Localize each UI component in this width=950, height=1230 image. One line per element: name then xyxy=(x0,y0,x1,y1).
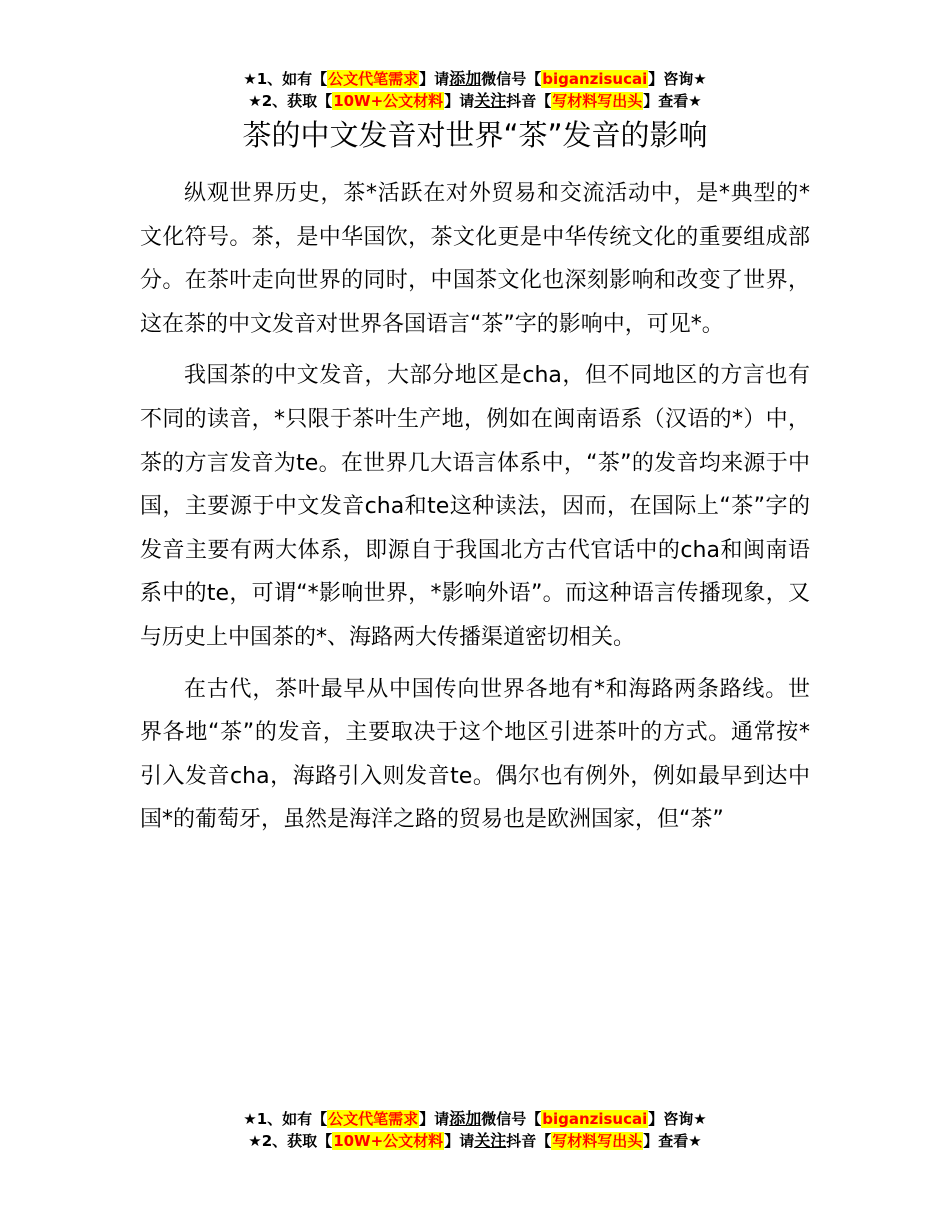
promo-highlight-materials: 10W+公文材料 xyxy=(333,92,444,110)
promo-highlight-douyin-account: 写材料写出头 xyxy=(552,1132,643,1150)
promo-text: 微信号【 xyxy=(481,70,542,88)
header-promo-banner xyxy=(0,68,950,112)
body-paragraph: 在古代，茶叶最早从中国传向世界各地有*和海路两条路线。世界各地“茶”的发音，主要取决于这个地区引进茶叶的方式。通常按*引入发音cha，海路引入则发音te。偶尔也有例外，例如最早到达中国*的葡萄牙，虽然是海洋之路的贸易也是欧洲国家，但“茶” xyxy=(140,676,810,833)
promo-text: 抖音【 xyxy=(506,1132,552,1150)
promo-highlight-wechat-id: biganzisucai xyxy=(542,1110,648,1128)
promo-text: ★2、获取【 xyxy=(248,1132,333,1150)
promo-highlight-service: 公文代笔需求 xyxy=(328,1110,419,1128)
promo-text: 微信号【 xyxy=(481,1110,542,1128)
promo-text: ★1、如有【 xyxy=(243,70,328,88)
promo-text: 】查看★ xyxy=(643,92,702,110)
promo-text: 抖音【 xyxy=(506,92,552,110)
promo-highlight-wechat-id: biganzisucai xyxy=(542,70,648,88)
promo-emphasis: 关注 xyxy=(474,1131,507,1150)
promo-text: 】请 xyxy=(419,70,450,88)
body-paragraph: 我国茶的中文发音，大部分地区是cha，但不同地区的方言也有不同的读音，*只限于茶叶生产地，例如在闽南语系（汉语的*）中，茶的方言发音为te。在世界几大语言体系中，“茶”的发音均来源于中国，主要源于中文发音cha和te这种读法，因而，在国际上“茶”字的发音主要有两大体系，即源自于我国北方古代官话中的cha和闽南语系中的te，可谓“*影响世界，*影响外语”。而这种语言传播现象，又与历史上中国茶的*、海路两大传播渠道密切相关。 xyxy=(140,363,810,650)
promo-highlight-douyin-account: 写材料写出头 xyxy=(552,92,643,110)
promo-emphasis: 添加 xyxy=(449,1109,482,1128)
document-body xyxy=(140,172,810,850)
promo-emphasis: 添加 xyxy=(449,69,482,88)
promo-highlight-materials: 10W+公文材料 xyxy=(333,1132,444,1150)
promo-text: 】请 xyxy=(444,1132,475,1150)
promo-text: ★2、获取【 xyxy=(248,92,333,110)
promo-line-2 xyxy=(0,1130,950,1152)
promo-emphasis: 关注 xyxy=(474,91,507,110)
promo-line-2 xyxy=(0,90,950,112)
promo-text: ★1、如有【 xyxy=(243,1110,328,1128)
promo-text: 】请 xyxy=(444,92,475,110)
promo-text: 】咨询★ xyxy=(648,1110,707,1128)
promo-text: 】查看★ xyxy=(643,1132,702,1150)
document-title: 茶的中文发音对世界“茶”发音的影响 xyxy=(242,118,708,152)
promo-text: 】请 xyxy=(419,1110,450,1128)
footer-promo-banner xyxy=(0,1108,950,1152)
promo-highlight-service: 公文代笔需求 xyxy=(328,70,419,88)
promo-line-1 xyxy=(0,1108,950,1130)
body-paragraph: 纵观世界历史，茶*活跃在对外贸易和交流活动中，是*典型的*文化符号。茶，是中华国饮，茶文化更是中华传统文化的重要组成部分。在茶叶走向世界的同时，中国茶文化也深刻影响和改变了世界，这在茶的中文发音对世界各国语言“茶”字的影响中，可见*。 xyxy=(140,181,810,337)
promo-line-1 xyxy=(0,68,950,90)
promo-text: 】咨询★ xyxy=(648,70,707,88)
